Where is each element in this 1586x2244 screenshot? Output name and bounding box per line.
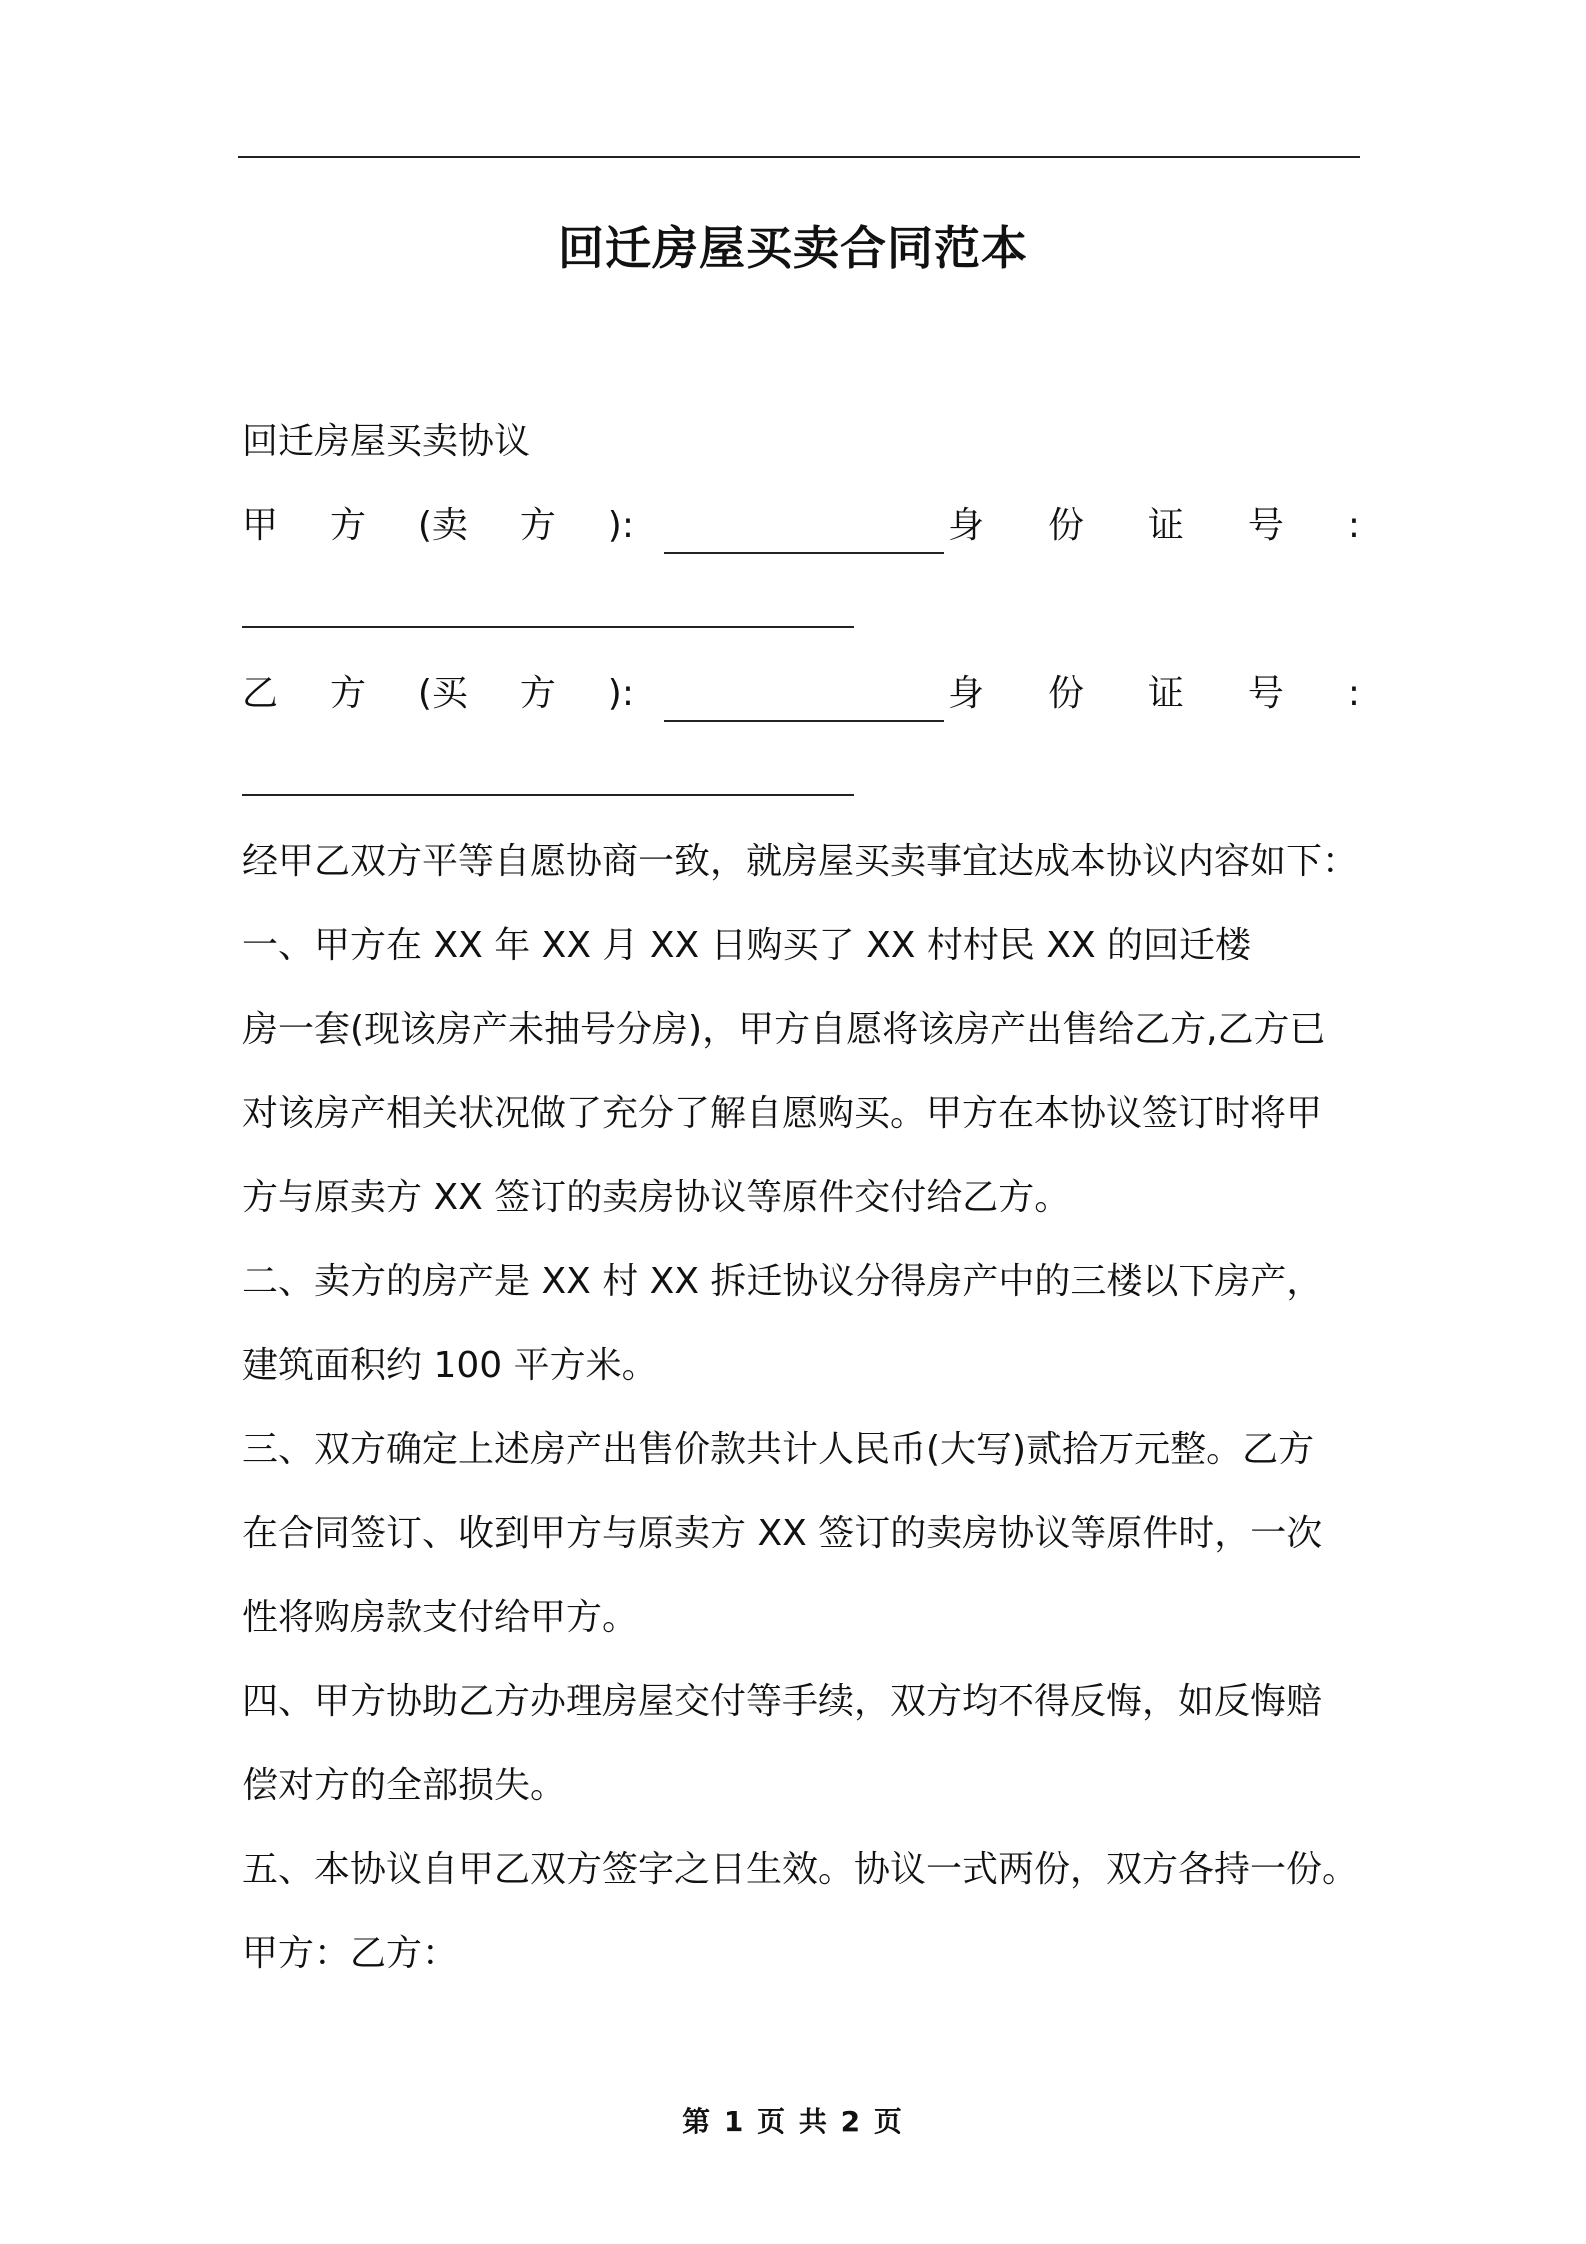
party-b-char: 方 <box>519 673 556 714</box>
party-a-name-blank[interactable] <box>664 512 944 554</box>
party-a-line <box>242 484 1360 568</box>
party-b-line <box>242 652 1360 736</box>
paragraph-line: 四、甲方协助乙方办理房屋交付等手续，双方均不得反悔，如反悔赔 <box>242 1681 1323 1722</box>
paragraph-line: 三、双方确定上述房产出售价款共计人民币(大写)贰拾万元整。乙方 <box>242 1429 1315 1470</box>
id-char: 号 <box>1247 505 1284 546</box>
party-a-id-label <box>944 484 1360 568</box>
party-a-id-blank[interactable] <box>242 626 854 628</box>
party-b-id-blank-line <box>242 736 1360 820</box>
party-b-char: ): <box>607 673 634 714</box>
party-b-label <box>242 652 634 736</box>
paragraph-line: 房一套(现该房产未抽号分房)，甲方自愿将该房产出售给乙方,乙方已 <box>242 1009 1326 1050</box>
id-char: 证 <box>1147 505 1184 546</box>
paragraph-line: 建筑面积约 100 平方米。 <box>242 1345 658 1386</box>
party-b-id-blank[interactable] <box>242 794 854 796</box>
id-char: 身 <box>948 673 985 714</box>
paragraph-intro: 经甲乙双方平等自愿协商一致，就房屋买卖事宜达成本协议内容如下： <box>242 841 1359 882</box>
id-char: 号 <box>1247 673 1284 714</box>
agreement-subtitle: 回迁房屋买卖协议 <box>242 421 531 462</box>
paragraph-line: 方与原卖方 XX 签订的卖房协议等原件交付给乙方。 <box>242 1177 1071 1218</box>
party-a-char: 方 <box>519 505 556 546</box>
party-a-char: 甲 <box>242 505 279 546</box>
party-a-id-blank-line <box>242 568 1360 652</box>
paragraph-line: 性将购房款支付给甲方。 <box>242 1597 639 1638</box>
party-a-char: 方 <box>329 505 366 546</box>
party-b-char: 方 <box>329 673 366 714</box>
party-b-char: (买 <box>417 673 468 714</box>
paragraph-line: 偿对方的全部损失。 <box>242 1765 567 1806</box>
party-b-id-label <box>944 652 1360 736</box>
paragraph-line: 在合同签订、收到甲方与原卖方 XX 签订的卖房协议等原件时，一次 <box>242 1513 1323 1554</box>
id-char: : <box>1347 673 1360 714</box>
paragraph-line: 一、甲方在 XX 年 XX 月 XX 日购买了 XX 村村民 XX 的回迁楼 <box>242 925 1252 966</box>
header-rule <box>238 156 1360 158</box>
party-b-name-blank[interactable] <box>664 680 944 722</box>
page-number: 第 1 页 共 2 页 <box>682 2105 904 2138</box>
party-a-char: ): <box>607 505 634 546</box>
party-a-char: (卖 <box>417 505 468 546</box>
party-a-label <box>242 484 634 568</box>
paragraph-line: 二、卖方的房产是 XX 村 XX 拆迁协议分得房产中的三楼以下房产， <box>242 1261 1323 1302</box>
party-b-char: 乙 <box>242 673 279 714</box>
id-char: 份 <box>1047 673 1084 714</box>
paragraph-line: 五、本协议自甲乙双方签字之日生效。协议一式两份，双方各持一份。 <box>242 1849 1359 1890</box>
paragraph-line: 对该房产相关状况做了充分了解自愿购买。甲方在本协议签订时将甲 <box>242 1093 1323 1134</box>
document-body <box>242 400 1360 1996</box>
id-char: 份 <box>1047 505 1084 546</box>
id-char: 证 <box>1147 673 1184 714</box>
signature-line: 甲方：乙方： <box>242 1933 459 1974</box>
id-char: 身 <box>948 505 985 546</box>
id-char: : <box>1347 505 1360 546</box>
document-title: 回迁房屋买卖合同范本 <box>558 221 1028 275</box>
